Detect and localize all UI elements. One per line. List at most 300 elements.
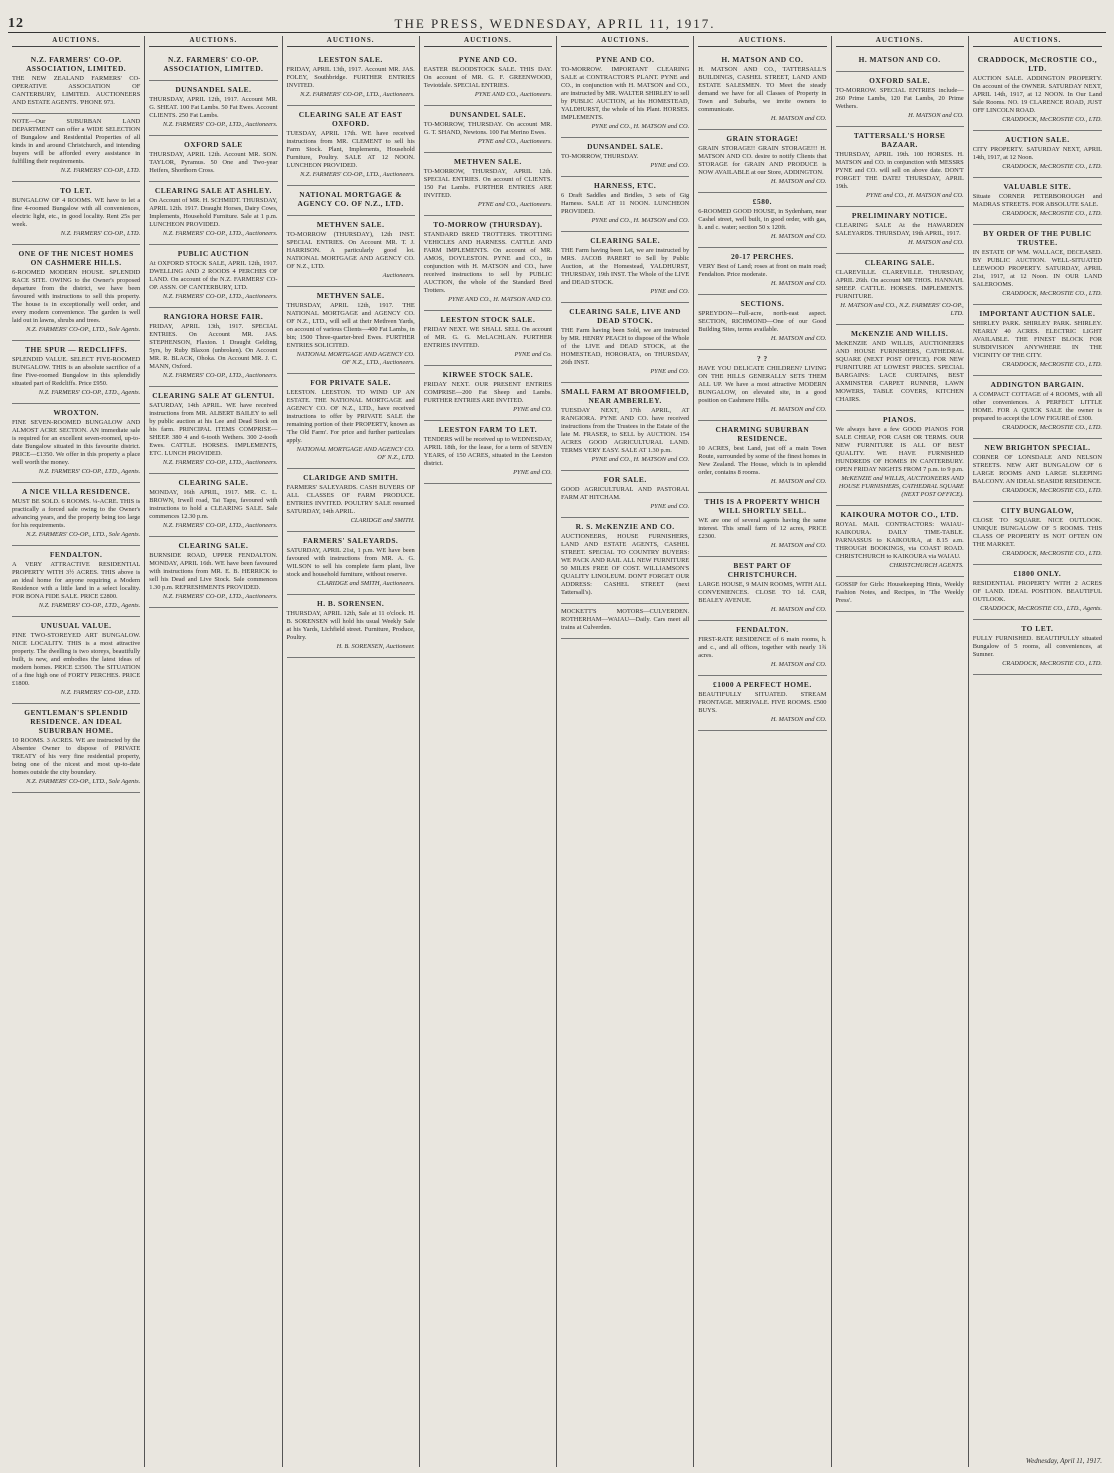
ad-heading: CLEARING SALE. (864, 258, 935, 267)
ad-heading: TATTERSALL'S HORSE BAZAAR. (853, 131, 946, 149)
advertisement (698, 676, 826, 731)
ad-heading: METHVEN SALE. (316, 291, 385, 300)
advertisement (561, 604, 689, 639)
ad-heading: LEESTON STOCK SALE. (440, 315, 536, 324)
ad-heading: OXFORD SALE. (869, 76, 931, 85)
ad-signature: CLARIDGE and SMITH, Auctioneers. (317, 580, 415, 587)
advertisement (698, 493, 826, 557)
advertisement (12, 404, 140, 483)
advertisement (836, 72, 964, 127)
column-heading: AUCTIONS. (149, 36, 277, 47)
ad-signature: PYNE AND CO., Auctioneers. (474, 91, 552, 98)
ad-heading: 20-17 PERCHES. (730, 252, 794, 261)
ad-signature: H. MATSON and CO. (770, 406, 827, 413)
column-heading: AUCTIONS. (698, 36, 826, 47)
ad-signature: CRADDOCK, McCROSTIE CO., LTD. (1002, 424, 1102, 431)
ad-heading: THIS IS A PROPERTY WHICH WILL SHORTLY SELL. (704, 497, 821, 515)
advertisement (149, 81, 277, 136)
ad-body: TO-MORROW, THURSDAY. (561, 153, 639, 160)
ad-body: SHIRLEY PARK. SHIRLEY PARK. SHIRLEY. NEARLY 40 ACRES. ELECTRIC LIGHT AVAILABLE. THE FINEST BLOCK FOR SUBDIVISION ANYWHERE IN THE VICINITY OF THE CITY. (972, 320, 1102, 359)
advertisement (561, 138, 689, 177)
ad-heading: CLEARING SALE AT EAST OXFORD. (298, 110, 403, 128)
advertisement (287, 216, 415, 287)
ad-signature: CRADDOCK, McCROSTIE CO., LTD. (1002, 163, 1102, 170)
ad-heading: TO LET. (1021, 624, 1054, 633)
advertisement (424, 216, 552, 311)
ad-heading: FARMERS' SALEYARDS. (302, 536, 399, 545)
ad-body: GOSSIP for Girls: Housekeeping Hints, Weekly Fashion Notes, and Recipes, in 'The Weekly Press'. (835, 581, 964, 604)
ad-signature: H. MATSON and CO. (770, 606, 827, 613)
ad-body: IN ESTATE OF WM. WALLACE, DECEASED. BY PUBLIC AUCTION. WELL-SITUATED LEEWOOD PROPERTY. SATURDAY, APRIL 21st, 1917, at 12 Noon. IN OUR LAND SALEROOMS. (972, 249, 1102, 288)
ad-signature: CRADDOCK, McCROSTIE CO., LTD. (1002, 361, 1102, 368)
ad-signature: N.Z. FARMERS' CO-OP., LTD., Agents. (38, 389, 141, 396)
advertisement (561, 51, 689, 138)
ad-heading: PYNE AND CO. (595, 55, 655, 64)
ad-signature: CRADDOCK, McCROSTIE CO., LTD. (1002, 487, 1102, 494)
ad-body: A VERY ATTRACTIVE RESIDENTIAL PROPERTY WITH 3½ ACRES. THIS above is an ideal home for anyone requiring a Modern Residence with a little land in a select locality. FOR BONA FIDE SALE. PRICE £2800. (12, 561, 141, 600)
ad-body: TUESDAY NEXT, 17th APRIL, AT RANGIORA. PYNE AND CO. have received instructions from the Trustees in the Estate of the late M. FRASER, to SELL by AUCTION. 154 ACRES GOOD AGRICULTURAL LAND. TERMS VERY EASY. SALE AT 1.30 p.m. (561, 407, 690, 454)
column-heading: AUCTIONS. (424, 36, 552, 47)
ad-signature: PYNE and CO., H. MATSON and CO. (591, 217, 690, 224)
ad-signature: PYNE and CO. (513, 469, 552, 476)
ad-body: FULLY FURNISHED. BEAUTIFULLY situated Bungalow of 5 rooms, all conveniences, at Sumner. (972, 635, 1102, 658)
advertisement (424, 51, 552, 106)
ad-body: HAVE YOU DELICATE CHILDREN? LIVING ON THE HILLS GENERALLY SETS THEM ALL UP. We have a most attractive MODERN BUNGALOW, on elevated site, in a good position on Cashmere Hills. (698, 365, 827, 404)
ad-body: CLAREVILLE. CLAREVILLE. THURSDAY, APRIL 26th. On account MR THOS. HANNAH. SHEEP. CATTLE. HORSES. IMPLEMENTS. FURNITURE. (835, 269, 964, 300)
advertisement (149, 537, 277, 608)
ad-signature: CRADDOCK, McCROSTIE CO., LTD. (1002, 550, 1102, 557)
ad-heading: VALUABLE SITE. (1003, 182, 1072, 191)
ad-signature: H. MATSON and CO. (770, 478, 827, 485)
ad-body: TO-MORROW (THURSDAY), 12th INST. SPECIAL ENTRIES. On Account MR. T. J. HARRISON. A particularly good lot. NATIONAL MORTGAGE AND AGENCY CO. OF N.Z., LTD. (286, 231, 415, 270)
ad-heading: METHVEN SALE. (316, 220, 385, 229)
ad-body: THURSDAY, APRIL 12th. Account MR. SON. TAYLOR, Pyramus. 50 One and Two-year Heifers, Shorthorn Cross. (149, 151, 278, 174)
ad-signature: H. MATSON and CO. (770, 661, 827, 668)
advertisement (287, 186, 415, 216)
ad-signature: N.Z. FARMERS' CO-OP., LTD., Auctioneers. (162, 372, 278, 379)
ad-signature: H. MATSON and CO. (770, 178, 827, 185)
advertisement (149, 136, 277, 182)
column-heading: AUCTIONS. (836, 36, 964, 47)
ad-signature: H. B. SORENSEN, Auctioneer. (336, 643, 415, 650)
ad-heading: ADDINGTON BARGAIN. (990, 380, 1085, 389)
ad-body: MOCKETT'S MOTORS—CULVERDEN. ROTHERHAM—WAIAU—Daily. Cars meet all trains at Culverden. (561, 608, 690, 631)
ad-body: GOOD AGRICULTURAL AND PASTORAL FARM AT HITCHAM. (561, 486, 690, 501)
ad-body: THE Farm having been Let, we are instructed by MRS. JACOB PARERT to Sell by Public Auction, at the Homestead, YALDHURST, THURSDAY, 19th INST. The Whole of the LIVE and DEAD STOCK. (561, 247, 690, 286)
advertisement (12, 546, 140, 617)
advertisement (424, 366, 552, 421)
ad-heading: A NICE VILLA RESIDENCE. (21, 487, 131, 496)
advertisement (973, 131, 1102, 178)
ad-body: RESIDENTIAL PROPERTY WITH 2 ACRES OF LAND. IDEAL POSITION. BEAUTIFUL OUTLOOK. (972, 580, 1102, 603)
ad-signature: N.Z. FARMERS' CO-OP., LTD., Sole Agents. (26, 778, 141, 785)
ad-body: CORNER OF LONSDALE AND NELSON STREETS. NEW ART BUNGALOW OF 6 LARGE ROOMS AND LARGE SLEEPING BALCONY. AN IDEAL SEASIDE RESIDENCE. (972, 454, 1102, 485)
advertisement (561, 383, 689, 471)
ad-heading: PRELIMINARY NOTICE. (851, 211, 948, 220)
advertisement (698, 193, 826, 248)
page-number: 12 (8, 16, 24, 31)
ad-body: THURSDAY, APRIL 12th, 1917. THE NATIONAL MORTGAGE and AGENCY CO. OF N.Z., LTD., will sell at their Methven Yards, on account of various Clients—400 Fat Lambs, in bin; 1500 Three-quarter-bred Ewes. FURTHER ENTRIES SOLICITED. (286, 302, 415, 349)
columns-grid (8, 36, 1106, 1467)
ad-body: THURSDAY, APRIL 19th. 100 HORSES. H. MATSON and CO. in conjunction with MESSRS PYNE and CO. will sell on above date. DON'T FORGET THE DATE! THURSDAY, APRIL 19th. (835, 151, 964, 190)
ad-heading: H. MATSON AND CO. (858, 55, 941, 64)
ad-heading: FOR PRIVATE SALE. (310, 378, 391, 387)
ad-signature: CLARIDGE and SMITH. (350, 517, 415, 524)
ad-signature: N.Z. FARMERS' CO-OP., LTD. (60, 230, 141, 237)
ad-signature: NATIONAL MORTGAGE AND AGENCY CO. OF N.Z., LTD. (296, 446, 415, 461)
advertisement (424, 153, 552, 216)
ad-body: LEESTON. LEESTON. TO WIND UP AN ESTATE. THE NATIONAL MORTGAGE and AGENCY CO. OF N.Z., LTD., have received instructions to offer by PRIVATE SALE the remaining portion of their PROPERTY, known as 'The Old Farm'. For price and further particulars apply. (286, 389, 415, 444)
ad-heading: WROXTON. (53, 408, 99, 417)
ad-heading: N.Z. FARMERS' CO-OP. ASSOCIATION, LIMITED. (26, 55, 127, 73)
advertisement (836, 411, 964, 506)
ad-heading: SMALL FARM AT BROOMFIELD, NEAR AMBERLEY. (561, 387, 690, 405)
advertisement (287, 532, 415, 595)
advertisement (973, 565, 1102, 620)
ad-heading: CLEARING SALE. (178, 478, 249, 487)
ad-heading: PYNE AND CO. (458, 55, 518, 64)
ad-body: CITY PROPERTY. SATURDAY NEXT, APRIL 14th, 1917, at 12 Noon. (972, 146, 1102, 161)
advertisement (287, 106, 415, 186)
ad-body: FIRST-RATE RESIDENCE of 6 main rooms, h. and c., and all offices, together with nearly 1¾ acres. (698, 636, 827, 659)
ad-heading: ? ? (757, 354, 768, 363)
column-heading: AUCTIONS. (287, 36, 415, 47)
ad-heading: CRADDOCK, McCROSTIE CO., LTD. (977, 55, 1098, 73)
ad-body: On Account of MR. H. SCHMIDT. THURSDAY, APRIL 12th. 1917. Draught Horses, Dairy Cows, Implements, Household Furniture. Sale at 1 p.m. LUNCHEON PROVIDED. (149, 197, 278, 228)
ad-body: H. MATSON AND CO., TATTERSALL'S BUILDINGS, CASHEL STREET, LAND AND ESTATE SALESMEN. TO Meet the steady demand we have for all Classes of Property in Town and Suburbs, we invite owners to communicate. (698, 66, 827, 113)
advertisement (149, 474, 277, 537)
advertisement (836, 254, 964, 325)
column-3 (283, 36, 420, 1467)
ad-heading: N.Z. FARMERS' CO-OP. ASSOCIATION, LIMITED. (163, 55, 264, 73)
ad-signature: NATIONAL MORTGAGE AND AGENCY CO. OF N.Z., LTD., Auctioneers. (296, 351, 415, 366)
ad-signature: H. MATSON and CO. (770, 716, 827, 723)
ad-signature: N.Z. FARMERS' CO-OP., LTD., Auctioneers. (162, 522, 278, 529)
ad-heading: FENDALTON. (49, 550, 103, 559)
advertisement (698, 621, 826, 676)
ad-body: 10 ROOMS. 3 ACRES. WE are instructed by the Absentee Owner to dispose of PRIVATE TREATY of his very fine residential property, being one of the nicest and most up-to-date homes outside the city boundary. (12, 737, 141, 776)
ad-heading: £1800 ONLY. (1013, 569, 1062, 578)
ad-heading: HARNESS, ETC. (594, 181, 657, 190)
ad-heading: LEESTON SALE. (318, 55, 383, 64)
advertisement (698, 248, 826, 295)
ad-body: SPREYDON—Full-acre, north-east aspect. SECTION, RICHMOND—One of our Good Building Sites, terms available. (698, 310, 827, 333)
ad-heading: H. B. SORENSEN. (316, 599, 385, 608)
advertisement (561, 177, 689, 232)
ad-signature: PYNE and CO., H. MATSON and CO. (865, 192, 964, 199)
ad-body: STANDARD BRED TROTTERS. TROTTING VEHICLES AND HARNESS. CATTLE AND FARM IMPLEMENTS. On account of MR. AMOS, DOYLESTON. PYNE and CO., in conjunction with H. MATSON and CO., have received instructions to sell by PUBLIC AUCTION, the whole of the Standard Bred Trotters. (423, 231, 552, 294)
column-heading: AUCTIONS. (973, 36, 1102, 47)
advertisement (561, 303, 689, 383)
ad-signature: H. MATSON and CO. (770, 335, 827, 342)
ad-body: ROYAL MAIL CONTRACTORS: WAIAU-KAIKOURA. DAILY TIME-TABLE. PARNASSUS to KAIKOURA, at 8.15 a.m. THROUGH BOOKINGS, via COAST ROAD. CHRISTCHURCH to KAIKOURA via WAIAU. (835, 521, 964, 560)
ad-signature: Auctioneers. (382, 272, 415, 279)
ad-body: CLOSE TO SQUARE. NICE OUTLOOK. UNIQUE BUNGALOW OF 5 ROOMS. THIS CLASS OF PROPERTY IS NOT OFTEN ON THE MARKET. (972, 517, 1102, 548)
advertisement (12, 483, 140, 546)
ad-body: AUCTION SALE. ADDINGTON PROPERTY. On account of the OWNER. SATURDAY NEXT, APRIL 14th, 1917, at 12 NOON. In Our Land Sale Rooms. NO. 19 CLARENCE ROAD, JUST OFF LINCOLN ROAD. (972, 75, 1102, 114)
column-7 (832, 36, 969, 1467)
advertisement (698, 557, 826, 621)
ad-heading: CLEARING SALE AT GLENTUI. (152, 391, 275, 400)
advertisement (424, 421, 552, 484)
ad-signature: N.Z. FARMERS' CO-OP., LTD., Auctioneers. (162, 459, 278, 466)
ad-signature: PYNE and CO., H. MATSON and CO. (591, 123, 690, 130)
ad-body: 6-ROOMED GOOD HOUSE, in Sydenham, near Cashel street, well built, in good order, with gas, h. and c. water; section 50 x 120ft. (698, 208, 827, 231)
ad-heading: R. S. McKENZIE AND CO. (575, 522, 675, 531)
column-heading: AUCTIONS. (12, 36, 140, 47)
ad-heading: DUNSANDEL SALE. (449, 110, 526, 119)
ad-body: FINE TWO-STOREYED ART BUNGALOW. NICE LOCALITY. THIS is a most attractive property. The dwelling is two storeys, beautifully built, is new, and embodies the latest ideas of modern homes. PRICE £3500. The SITUATION of a fine high one of FORTY PERCHES. PRICE £1800. (12, 632, 141, 687)
ad-heading: CLEARING SALE. (590, 236, 661, 245)
ad-heading: NEW BRIGHTON SPECIAL. (984, 443, 1091, 452)
ad-heading: TO LET. (60, 186, 93, 195)
ad-signature: CRADDOCK, McCROSTIE CO., LTD. (1002, 660, 1102, 667)
ad-body: THE NEW ZEALAND FARMERS' CO-OPERATIVE ASSOCIATION OF CANTERBURY, LIMITED. AUCTIONEERS AND ESTATE AGENTS. 'PHONE 973. (12, 75, 141, 106)
ad-body: SPLENDID VALUE. SELECT FIVE-ROOMED BUNGALOW. THIS is an absolute sacrifice of a fine Five-roomed Bungalow in this splendidly situated part of Redcliffs. Price £950. (12, 356, 141, 387)
advertisement (287, 595, 415, 658)
ad-signature: N.Z. FARMERS' CO-OP., LTD., Auctioneers. (162, 230, 278, 237)
advertisement (561, 471, 689, 518)
ad-heading: SECTIONS. (740, 299, 785, 308)
advertisement (836, 577, 964, 612)
ad-signature: McKENZIE and WILLIS, AUCTIONEERS AND HOUSE FURNISHERS, CATHEDRAL SQUARE (NEXT POST OFFICE). (838, 475, 964, 498)
ad-body: FRIDAY NEXT. WE SHALL SELL On account of MR. G. G. McLACHLAN. FURTHER ENTRIES INVITED. (423, 326, 552, 349)
ad-body: NOTE—Our SUBURBAN LAND DEPARTMENT can offer a WIDE SELECTION of Bungalow and Residential Properties of all kinds in and around Christchurch, and intending buyers will be afforded every assistance in fulfilling their requirements. (12, 118, 141, 165)
advertisement (12, 341, 140, 404)
advertisement (973, 620, 1102, 675)
ad-body: 10 ACRES, best Land, just off a main Town Route, surrounded by some of the finest homes in New Zealand. The House, which is in splendid order, contains 8 rooms. (698, 445, 827, 476)
ad-heading: TO-MORROW (THURSDAY). (433, 220, 543, 229)
ad-heading: CLEARING SALE, LIVE AND DEAD STOCK. (569, 307, 681, 325)
ad-signature: PYNE and CO., Auctioneers. (477, 138, 552, 145)
advertisement (149, 182, 277, 245)
ad-body: TENDERS will be received up to WEDNESDAY, APRIL 18th, for the lease, for a term of SEVEN YEARS, of 150 ACRES, situated in the Leeston district. (423, 436, 552, 467)
advertisement (149, 245, 277, 308)
advertisement (287, 287, 415, 374)
ad-body: TO-MORROW. SPECIAL ENTRIES include—260 Prime Lambs, 120 Fat Lambs, 20 Prime Wethers. (835, 87, 964, 110)
advertisement (698, 421, 826, 493)
column-1 (8, 36, 145, 1467)
ad-body: VERY Best of Land; roses at front on main road; Fendalton. Price moderate. (698, 263, 827, 278)
ad-body: TO-MORROW, THURSDAY, APRIL 12th. SPECIAL ENTRIES. On account of CLIENTS. 150 Fat Lambs. FURTHER ENTRIES ARE INVITED. (423, 168, 552, 199)
ad-heading: ONE OF THE NICEST HOMES ON CASHMERE HILLS. (18, 249, 134, 267)
advertisement (12, 617, 140, 704)
ad-heading: FOR SALE. (603, 475, 647, 484)
advertisement (12, 51, 140, 114)
footer-date: Wednesday, April 11, 1917. (1025, 1457, 1102, 1465)
ad-body: AUCTIONEERS, HOUSE FURNISHERS, LAND AND ESTATE AGENTS, CASHEL STREET. SPECIAL TO COUNTRY BUYERS: WE PACK AND RAIL ALL NEW FURNITURE 50 MILES FREE OF COST. WILLIAMSON'S QUALITY LINOLEUM. DON'T FORGET OUR ADDRESS: CASHEL STREET (next Tattersall's). (561, 533, 690, 596)
ad-body: BURNSIDE ROAD, UPPER FENDALTON. MONDAY, APRIL 16th. WE have been favoured with instructions from MR. E. B. HERRICK to sell his Dead and Live Stock. Sale commences 1.30 p.m. REFRESHMENTS PROVIDED. (149, 552, 278, 591)
ad-signature: N.Z. FARMERS' CO-OP., LTD., Agents. (38, 468, 141, 475)
ad-heading: OXFORD SALE (184, 140, 243, 149)
ad-body: BEAUTIFULLY SITUATED. STREAM FRONTAGE. MERIVALE. FIVE ROOMS. £500 BUYS. (698, 691, 827, 714)
ad-body: Situate CORNER PETERBOROUGH and MADRAS STREETS. FOR ABSOLUTE SALE. (972, 193, 1102, 208)
advertisement (424, 311, 552, 366)
ad-body: FRIDAY, APRIL 13th, 1917. SPECIAL ENTRIES. On Account MR. JAS. STEPHENSON, Flaxton. 1 Draught Gelding, 5yrs, by Ruby Blaxon (unbroken). On Account MR. R. BLACK, Ohoka. On Account MR. J. C. MANN, Oxford. (149, 323, 278, 370)
advertisement (287, 374, 415, 469)
column-heading: AUCTIONS. (561, 36, 689, 47)
ad-signature: CRADDOCK, McCROSTIE CO., LTD. (1002, 210, 1102, 217)
advertisement (287, 469, 415, 532)
column-2 (145, 36, 282, 1467)
ad-heading: CHARMING SUBURBAN RESIDENCE. (715, 425, 810, 443)
ad-signature: PYNE and CO. (513, 406, 552, 413)
ad-signature: PYNE and CO., H. MATSON and CO. (591, 456, 690, 463)
ad-signature: N.Z. FARMERS' CO-OP., LTD. (60, 167, 141, 174)
advertisement (287, 51, 415, 106)
ad-heading: McKENZIE AND WILLIS. (851, 329, 949, 338)
ad-body: At OXFORD STOCK SALE, APRIL 12th, 1917. DWELLING AND 2 ROODS 4 PERCHES OF LAND. On account of the N.Z. FARMERS' CO-OP. ASSN. OF CANTERBURY, LTD. (149, 260, 278, 291)
ad-heading: FENDALTON. (736, 625, 789, 634)
ad-signature: N.Z. FARMERS' CO-OP., LTD., Auctioneers. (162, 293, 278, 300)
ad-body: A COMPACT COTTAGE of 4 ROOMS, with all other conveniences. A PERFECT LITTLE HOME. FOR A QUICK SALE the owner is prepared to accept the LOW FIGURE of £300. (972, 391, 1102, 422)
ad-heading: PIANOS. (882, 415, 917, 424)
ad-signature: CHRISTCHURCH AGENTS. (889, 562, 964, 569)
ad-body: GRAIN STORAGE!! GRAIN STORAGE!!! H. MATSON AND CO. desire to notify Clients that STORAGE for GRAIN AND PRODUCE is NOW AVAILABLE at our Store, ADDINGTON. (698, 145, 827, 176)
advertisement (12, 704, 140, 793)
column-5 (557, 36, 694, 1467)
ad-body: EASTER BLOODSTOCK SALE. THIS DAY. On account of MR. G. F. GREENWOOD, Teviotdale. SPECIAL ENTRIES. (423, 66, 552, 89)
ad-signature: N.Z. FARMERS' CO-OP., LTD., Agents. (38, 602, 141, 609)
ad-body: WE are one of several agents having the same interest. This small farm of 12 acres, PRICE £2300. (698, 517, 827, 540)
advertisement (973, 305, 1102, 376)
ad-signature: N.Z. FARMERS' CO-OP., LTD., Auctioneers. (162, 121, 278, 128)
ad-body: BUNGALOW OF 4 ROOMS. WE have to let a fine 4-roomed Bungalow with all conveniences, electric light, etc., in good locality. Rent 25s per week. (12, 197, 141, 228)
ad-heading: CLEARING SALE. (178, 541, 249, 550)
ad-signature: H. MATSON and CO. (908, 239, 964, 246)
ad-heading: PUBLIC AUCTION (177, 249, 250, 258)
ad-body: FARMERS' SALEYARDS. CASH BUYERS OF ALL CLASSES OF FARM PRODUCE. ENTRIES INVITED. POULTRY SALE resumed SATURDAY, 14th APRIL. (286, 484, 415, 515)
ad-heading: BY ORDER OF THE PUBLIC TRUSTEE. (983, 229, 1092, 247)
ad-signature: PYNE and CO. (650, 503, 690, 510)
ad-heading: UNUSUAL VALUE. (40, 621, 112, 630)
advertisement (12, 114, 140, 182)
advertisement (973, 51, 1102, 131)
advertisement (698, 51, 826, 130)
ad-heading: KIRWEE STOCK SALE. (442, 370, 534, 379)
advertisement (973, 178, 1102, 225)
ad-body: FRIDAY NEXT. OUR PRESENT ENTRIES COMPRISE—200 Fat Sheep and Lambs. FURTHER ENTRIES ARE INVITED. (423, 381, 552, 404)
ad-body: MUST BE SOLD. 6 ROOMS. ¼-ACRE. THIS is practically a forced sale owing to the Owner's advancing years, and the property being too large for his requirements. (12, 498, 141, 529)
ad-signature: N.Z. FARMERS' CO-OP., LTD., Sole Agents. (26, 326, 141, 333)
column-6 (694, 36, 831, 1467)
ad-body: FINE SEVEN-ROOMED BUNGALOW AND ALMOST ACRE SECTION. AN immediate sale is required for an excellent seven-roomed, up-to-date Bungalow situated in this favourite district. PRICE—£1350. We offer in this property a place well worth the money. (12, 419, 141, 466)
ad-body: THURSDAY, APRIL 12th, Sale at 11 o'clock. H. B. SORENSEN will hold his usual Weekly Sale at his Yards, Lichfield street. Furniture, Produce, Poultry. (286, 610, 415, 641)
advertisement (424, 106, 552, 153)
ad-signature: PYNE and CO., Auctioneers. (477, 201, 552, 208)
ad-body: CLEARING SALE At the HAWARDEN SALEYARDS. THURSDAY, 19th APRIL, 1917. (835, 222, 964, 237)
ad-signature: H. MATSON and CO. (770, 233, 827, 240)
ad-signature: H. MATSON and CO. (770, 542, 827, 549)
ad-heading: KAIKOURA MOTOR CO., LTD. (840, 510, 959, 519)
advertisement (698, 130, 826, 193)
ad-body: TO-MORROW, THURSDAY. On account MR. G. T. SHAND, Newtons. 100 Fat Merino Ewes. (423, 121, 552, 136)
ad-signature: PYNE AND CO., H. MATSON AND CO. (448, 296, 552, 303)
advertisement (836, 325, 964, 411)
advertisement (973, 439, 1102, 502)
ad-body: SATURDAY, 14th APRIL. WE have received instructions from MR. ALBERT BAILEY to sell by public auction at his Lee and Dead Stock on his farm. PRINCIPAL ITEMS COMPRISE—SHEEP. 380 4 and 6-tooth Wethers. 300 2-tooth Ewes. CATTLE. HORSES. IMPLEMENTS, ETC. LUNCH PROVIDED. (149, 402, 278, 457)
ad-signature: PYNE and CO. (650, 162, 690, 169)
ad-signature: CRADDOCK, McCROSTIE CO., LTD. (1002, 116, 1102, 123)
ad-body: FRIDAY, APRIL 13th, 1917. Account MR. JAS. FOLEY, Southbridge. FURTHER ENTRIES INVITED. (286, 66, 415, 89)
ad-body: MONDAY, 16th APRIL, 1917. MR. C. L. BROWN, Irwell road, Tai Tapu, favoured with instructions to hold a CLEARING SALE. Sale commences 12.30 p.m. (149, 489, 278, 520)
ad-signature: H. MATSON and CO., N.Z. FARMERS' CO-OP., LTD. (840, 302, 964, 317)
ad-body: THURSDAY, APRIL 12th, 1917. Account MR. G. SHEAT. 100 Fat Lambs. 50 Fat Ewes. Account CLIENTS. 250 Fat Lambs. (149, 96, 278, 119)
ad-signature: H. MATSON and CO. (770, 280, 827, 287)
ad-heading: CLARIDGE AND SMITH. (303, 473, 399, 482)
ad-heading: LEESTON FARM TO LET. (438, 425, 538, 434)
advertisement (836, 127, 964, 207)
advertisement (698, 295, 826, 350)
ad-signature: CRADDOCK, McCROSTIE CO., LTD., Agents. (980, 605, 1102, 612)
ad-heading: METHVEN SALE. (454, 157, 522, 166)
ad-heading: RANGIORA HORSE FAIR. (163, 312, 264, 321)
ad-heading: GRAIN STORAGE! (726, 134, 799, 143)
advertisement (12, 182, 140, 245)
ad-body: McKENZIE AND WILLIS, AUCTIONEERS AND HOUSE FURNISHERS, CATHEDRAL SQUARE (NEXT POST OFFICE). FOR NEW FURNITURE AT LOWEST PRICES. SPECIAL BARGAINS: LACE CURTAINS, BEST AXMINSTER CARPET RUNNER, LAWN MOWERS, TABLE COVERS, KITCHEN CHAIRS. (835, 340, 964, 403)
masthead (8, 6, 1106, 33)
ad-body: 6-ROOMED MODERN HOUSE. SPLENDID RACE SITE. OWING to the Owner's proposed departure from the district, we have been favoured with instructions to sell this property. The house is in exceptionally well order, and every modern convenience. The garden is well laid out in lawns, shrubs and trees. (12, 269, 141, 324)
advertisement (836, 51, 964, 72)
advertisement (561, 232, 689, 303)
ad-signature: H. MATSON and CO. (770, 115, 827, 122)
ad-heading: H. MATSON AND CO. (721, 55, 804, 64)
ad-heading: £580. (752, 197, 772, 206)
advertisement (973, 376, 1102, 439)
advertisement (836, 207, 964, 254)
ad-heading: CITY BUNGALOW, (1000, 506, 1074, 515)
ad-signature: N.Z. FARMERS' CO-OP., LTD., Auctioneers. (300, 91, 415, 98)
ad-heading: CLEARING SALE AT ASHLEY. (154, 186, 272, 195)
ad-signature: PYNE and CO. (650, 288, 690, 295)
ad-body: THE Farm having been Sold, we are instructed by MR. HENRY PEACH to dispose of the Whole of the LIVE and DEAD STOCK, at the HOMESTEAD, HORORATA, on THURSDAY, 26th INST. (561, 327, 690, 366)
ad-signature: N.Z. FARMERS' CO-OP., LTD., Auctioneers. (300, 171, 415, 178)
ad-heading: DUNSANDEL SALE. (587, 142, 664, 151)
masthead-title: THE PRESS, WEDNESDAY, APRIL 11, 1917. (394, 16, 716, 31)
advertisement (12, 245, 140, 341)
ad-heading: GENTLEMAN'S SPLENDID RESIDENCE. AN IDEAL SUBURBAN HOME. (24, 708, 129, 735)
advertisement (149, 387, 277, 474)
ad-heading: IMPORTANT AUCTION SALE. (979, 309, 1096, 318)
ad-signature: N.Z. FARMERS' CO-OP., LTD. (60, 689, 141, 696)
column-4 (420, 36, 557, 1467)
advertisement (973, 502, 1102, 565)
ad-heading: AUCTION SALE. (1005, 135, 1070, 144)
ad-heading: THE SPUR — REDCLIFFS. (25, 345, 128, 354)
ad-body: SATURDAY, APRIL 21st, 1 p.m. WE have been favoured with instructions from MR. A. G. WILSON to sell his complete farm plant, live stock and household furniture, without reserve. (286, 547, 415, 578)
ad-heading: DUNSANDEL SALE. (175, 85, 252, 94)
ad-body: We always have a few GOOD PIANOS FOR SALE CHEAP, FOR CASH OR TERMS. OUR NEW FURNITURE IS ALL OF BEST QUALITY. WE HAVE FURNISHED HUNDREDS OF HOMES IN CANTERBURY. OPEN FRIDAY NIGHTS FROM 7 p.m. to 9 p.m. (835, 426, 964, 473)
column-8 (969, 36, 1106, 1467)
ad-body: TO-MORROW. IMPORTANT CLEARING SALE at CONTRACTOR'S PLANT. PYNE and CO., in conjunction with H. MATSON and CO., are instructed by MR. WALTER SHIRLEY to sell by PUBLIC AUCTION, at his HOMESTEAD, YALDHURST, the whole of his Plant. HORSES. IMPLEMENTS. (561, 66, 690, 121)
ad-signature: CRADDOCK, McCROSTIE CO., LTD. (1002, 290, 1102, 297)
advertisement (698, 350, 826, 421)
advertisement (561, 518, 689, 604)
ad-heading: £1000 A PERFECT HOME. (713, 680, 812, 689)
ad-signature: PYNE and Co. (514, 351, 552, 358)
ad-signature: N.Z. FARMERS' CO-OP., LTD., Auctioneers. (162, 593, 278, 600)
ad-body: LARGE HOUSE, 9 MAIN ROOMS, WITH ALL CONVENIENCES. CLOSE TO 1d. CAR, BEALEY AVENUE. (698, 581, 827, 604)
advertisement (149, 308, 277, 387)
ad-heading: BEST PART OF CHRISTCHURCH. (727, 561, 798, 579)
ad-body: 6 Draft Saddles and Bridles, 3 sets of Gig Harness. SALE AT 11 NOON. LUNCHEON PROVIDED. (561, 192, 690, 215)
ad-heading: NATIONAL MORTGAGE & AGENCY CO. OF N.Z., LTD. (297, 190, 404, 208)
ad-signature: H. MATSON and CO. (908, 112, 964, 119)
advertisement (149, 51, 277, 81)
ad-body: TUESDAY, APRIL 17th. WE have received instructions from MR. CLEMENT to sell his Farm Stock. Plant, Implements, Household Furniture, Poultry. SALE AT 12 NOON. LUNCHEON PROVIDED. (286, 130, 415, 169)
advertisement (973, 225, 1102, 305)
ad-signature: N.Z. FARMERS' CO-OP., LTD., Sole Agents. (26, 531, 141, 538)
